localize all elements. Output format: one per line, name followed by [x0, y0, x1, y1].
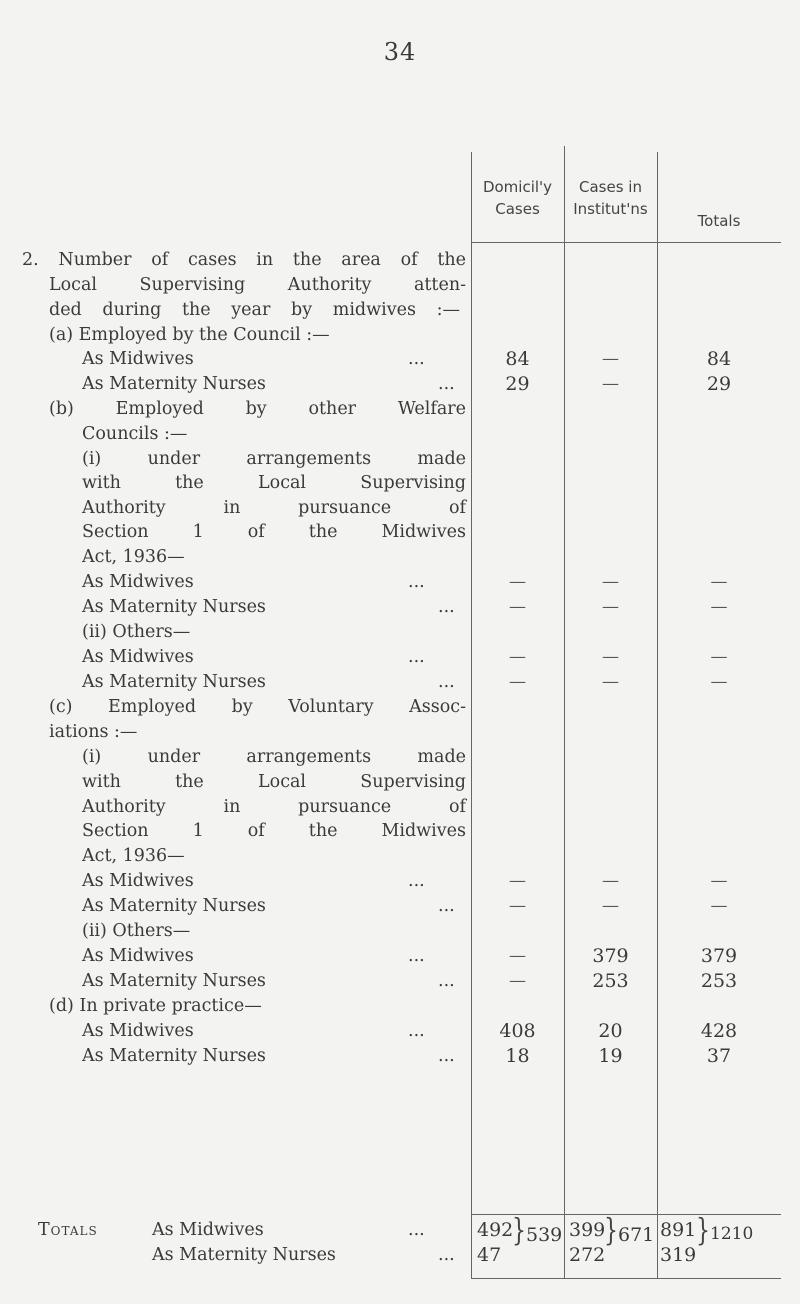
line-8: Councils :— [82, 424, 188, 444]
row-c1-midwives: As Midwives ... — — — [82, 871, 728, 891]
header-rule [471, 242, 781, 243]
line-20: iations :— [49, 722, 138, 742]
line-9: (i) under arrangements made [82, 449, 466, 469]
row-d-midwives: As Midwives ... 408 20 428 [82, 1020, 738, 1042]
line-10: with the Local Supervising [82, 473, 466, 493]
row-c2-midwives: As Midwives ... — 379 379 [82, 945, 738, 967]
line-23: Authority in pursuance of [82, 797, 466, 817]
line-11: Authority in pursuance of [82, 498, 466, 518]
row-c2-nurses: As Maternity Nurses ... — 253 253 [82, 970, 738, 992]
totals-bottom-rule [471, 1278, 781, 1279]
row-a-midwives: As Midwives ... 84 — 84 [82, 348, 732, 370]
col-head-domiciliary: Domicil'y Cases [482, 178, 553, 218]
brace-totals: } [696, 1214, 710, 1249]
totals-row-midwives: Totals As Midwives ... 492 399 891 [38, 1219, 697, 1241]
row-b2-midwives: As Midwives ... — — — [82, 647, 728, 667]
col-head-totals: Totals [697, 212, 741, 230]
brace-domiciliary: } [512, 1214, 526, 1249]
line-7: (b) Employed by other Welfare [49, 399, 466, 419]
totals-row-nurses: As Maternity Nurses ... 47 272 319 [152, 1244, 697, 1266]
row-b1-nurses: As Maternity Nurses ... — — — [82, 597, 728, 617]
line-19: (c) Employed by Voluntary Assoc- [49, 697, 466, 717]
line-1: 2. Number of cases in the area of the [22, 250, 466, 270]
totals-label: Totals [38, 1220, 98, 1240]
line-16: (ii) Others— [82, 622, 191, 642]
col-head-institutions: Cases in Institut'ns [573, 178, 648, 218]
line-13: Act, 1936— [82, 547, 185, 567]
line-3: ded during the year by midwives :— [49, 300, 460, 320]
line-28: (ii) Others— [82, 921, 191, 941]
line-22: with the Local Supervising [82, 772, 466, 792]
row-b2-nurses: As Maternity Nurses ... — — — [82, 672, 728, 692]
row-a-nurses: As Maternity Nurses ... 29 — 29 [82, 373, 732, 395]
line-31: (d) In private practice— [49, 996, 262, 1016]
sum-domiciliary: 539 [526, 1224, 563, 1246]
line-4: (a) Employed by the Council :— [49, 325, 330, 345]
row-b1-midwives: As Midwives ... — — — [82, 572, 728, 592]
row-c1-nurses: As Maternity Nurses ... — — — [82, 896, 728, 916]
line-2: Local Supervising Authority atten- [49, 275, 466, 295]
line-21: (i) under arrangements made [82, 747, 466, 767]
brace-institutions: } [604, 1214, 618, 1249]
page-number: 34 [383, 38, 417, 66]
line-24: Section 1 of the Midwives [82, 821, 466, 841]
line-25: Act, 1936— [82, 846, 185, 866]
line-12: Section 1 of the Midwives [82, 522, 466, 542]
sum-institutions: 671 [618, 1224, 655, 1246]
row-d-nurses: As Maternity Nurses ... 18 19 37 [82, 1045, 732, 1067]
sum-totals: 1210 [710, 1224, 754, 1244]
